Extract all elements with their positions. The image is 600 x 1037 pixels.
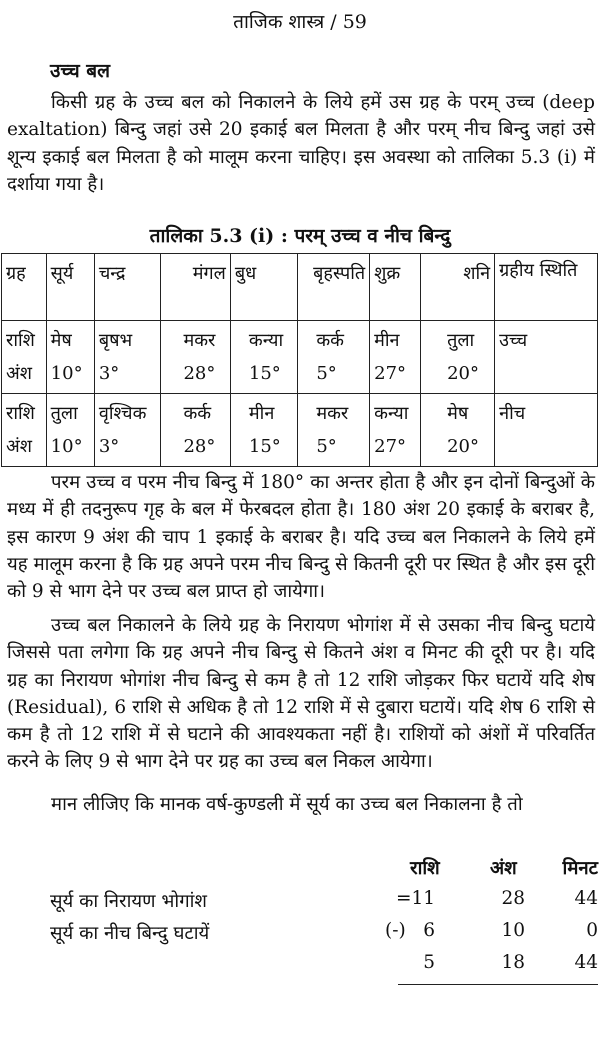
exaltation-debilitation-table bbox=[1, 253, 598, 467]
calc-value: 18 bbox=[501, 952, 525, 973]
table-cell: कर्क 28° bbox=[161, 394, 230, 467]
calc-value: 0 bbox=[586, 920, 598, 941]
paragraph-3: उच्च बल निकालने के लिये ग्रह के निरायण भोगांश में से उसका नीच बिन्दु घटाये जिससे पता लगेगा कि ग्रह अपने नीच बिन्दु से कितने अंश व मिनट की दूरी पर है। यदि ग्रह का निरायण भोगांश नीच बिन्दु से कम है तो 12 राशि जोड़कर फिर घटायें यदि शेष (Residual), 6 राशि से अधिक है तो 12 राशि में से दुबारा घटायें। यदि शेष 6 राशि से कम है तो 12 राशि में से घटाने की आवश्यकता नहीं है। राशियों को अंशों में परिवर्तित करने के लिए 9 से भाग देने पर ग्रह का उच्च बल निकल आयेगा। bbox=[7, 615, 595, 773]
table-header-row bbox=[2, 254, 598, 321]
calc-header-minute: मिनट bbox=[562, 858, 598, 879]
calc-header-rashi: राशि bbox=[410, 858, 440, 879]
table-row-exaltation bbox=[2, 321, 598, 394]
calc-header-ansh: अंश bbox=[490, 858, 517, 879]
calc-operator: = bbox=[396, 888, 412, 909]
table-cell: मकर 5° bbox=[298, 394, 370, 467]
header-cell: बुध bbox=[230, 254, 297, 321]
calc-row-label: सूर्य का निरायण भोगांश bbox=[50, 891, 207, 912]
header-cell: बृहस्पति bbox=[298, 254, 370, 321]
calc-row bbox=[0, 888, 600, 918]
calc-row-label: सूर्य का नीच बिन्दु घटायें bbox=[50, 923, 210, 944]
paragraph-1: किसी ग्रह के उच्च बल को निकालने के लिये हमें उस ग्रह के परम् उच्च (deep exaltation) बिन्दु जहां उसे 20 इकाई बल मिलता है और परम् नीच बिन्दु जहां उसे शून्य इकाई बल मिलता है को मालूम करना चाहिए। इस अवस्था को तालिका 5.3 (i) में दर्शाया गया है। bbox=[7, 92, 596, 195]
status-cell: उच्च bbox=[495, 321, 598, 394]
table-cell: कर्क 5° bbox=[298, 321, 370, 394]
header-cell: ग्रहीय स्थिति bbox=[495, 254, 598, 321]
table-cell: तुला 20° bbox=[421, 321, 495, 394]
header-cell: मंगल bbox=[161, 254, 230, 321]
calc-value: 28 bbox=[501, 888, 525, 909]
row-label: राशि अंश bbox=[2, 321, 47, 394]
header-cell: शनि bbox=[421, 254, 495, 321]
result-underline bbox=[398, 984, 598, 985]
header-cell: चन्द्र bbox=[94, 254, 161, 321]
table-cell: कन्या 15° bbox=[230, 321, 297, 394]
table-cell: तुला 10° bbox=[46, 394, 94, 467]
calc-value: 10 bbox=[501, 920, 525, 941]
calc-value: 11 bbox=[411, 888, 435, 909]
table-cell: मेष 10° bbox=[46, 321, 94, 394]
paragraph-4: मान लीजिए कि मानक वर्ष-कुण्डली में सूर्य का उच्च बल निकालना है तो bbox=[51, 794, 523, 815]
calc-value: 6 bbox=[423, 920, 435, 941]
table-cell: वृश्चिक 3° bbox=[94, 394, 161, 467]
section-heading: उच्च बल bbox=[50, 60, 110, 82]
calc-value: 44 bbox=[574, 952, 598, 973]
calc-operator: (-) bbox=[385, 920, 406, 941]
header-cell: सूर्य bbox=[46, 254, 94, 321]
table-cell: बृषभ 3° bbox=[94, 321, 161, 394]
header-cell: शुक्र bbox=[370, 254, 421, 321]
calc-result-row bbox=[0, 952, 600, 982]
calc-header-row bbox=[0, 855, 600, 885]
table-caption: तालिका 5.3 (i) : परम् उच्च व नीच बिन्दु bbox=[149, 225, 451, 247]
table-cell: मकर 28° bbox=[161, 321, 230, 394]
table-cell: मेष 20° bbox=[421, 394, 495, 467]
calc-value: 5 bbox=[423, 952, 435, 973]
table-cell: कन्या 27° bbox=[370, 394, 421, 467]
row-label: राशि अंश bbox=[2, 394, 47, 467]
status-cell: नीच bbox=[495, 394, 598, 467]
running-head: ताजिक शास्त्र / 59 bbox=[233, 11, 367, 33]
paragraph-2: परम उच्च व परम नीच बिन्दु में 180° का अन्तर होता है और इन दोनों बिन्दुओं के मध्य में ही तदनुरूप गृह के बल में फेरबदल होता है। 180 अंश 20 इकाई के बराबर है, इस कारण 9 अंश की चाप 1 इकाई के बराबर है। यदि उच्च बल निकालने के लिये हमें यह मालूम करना है कि ग्रह अपने परम नीच बिन्दु से कितनी दूरी पर स्थित है और इस दूरी को 9 से भाग देने पर उच्च बल प्राप्त हो जायेगा। bbox=[7, 472, 595, 603]
table-cell: मीन 27° bbox=[370, 321, 421, 394]
table-cell: मीन 15° bbox=[230, 394, 297, 467]
table-row-debilitation bbox=[2, 394, 598, 467]
header-cell: ग्रह bbox=[2, 254, 47, 321]
calc-value: 44 bbox=[574, 888, 598, 909]
calc-row bbox=[0, 920, 600, 950]
